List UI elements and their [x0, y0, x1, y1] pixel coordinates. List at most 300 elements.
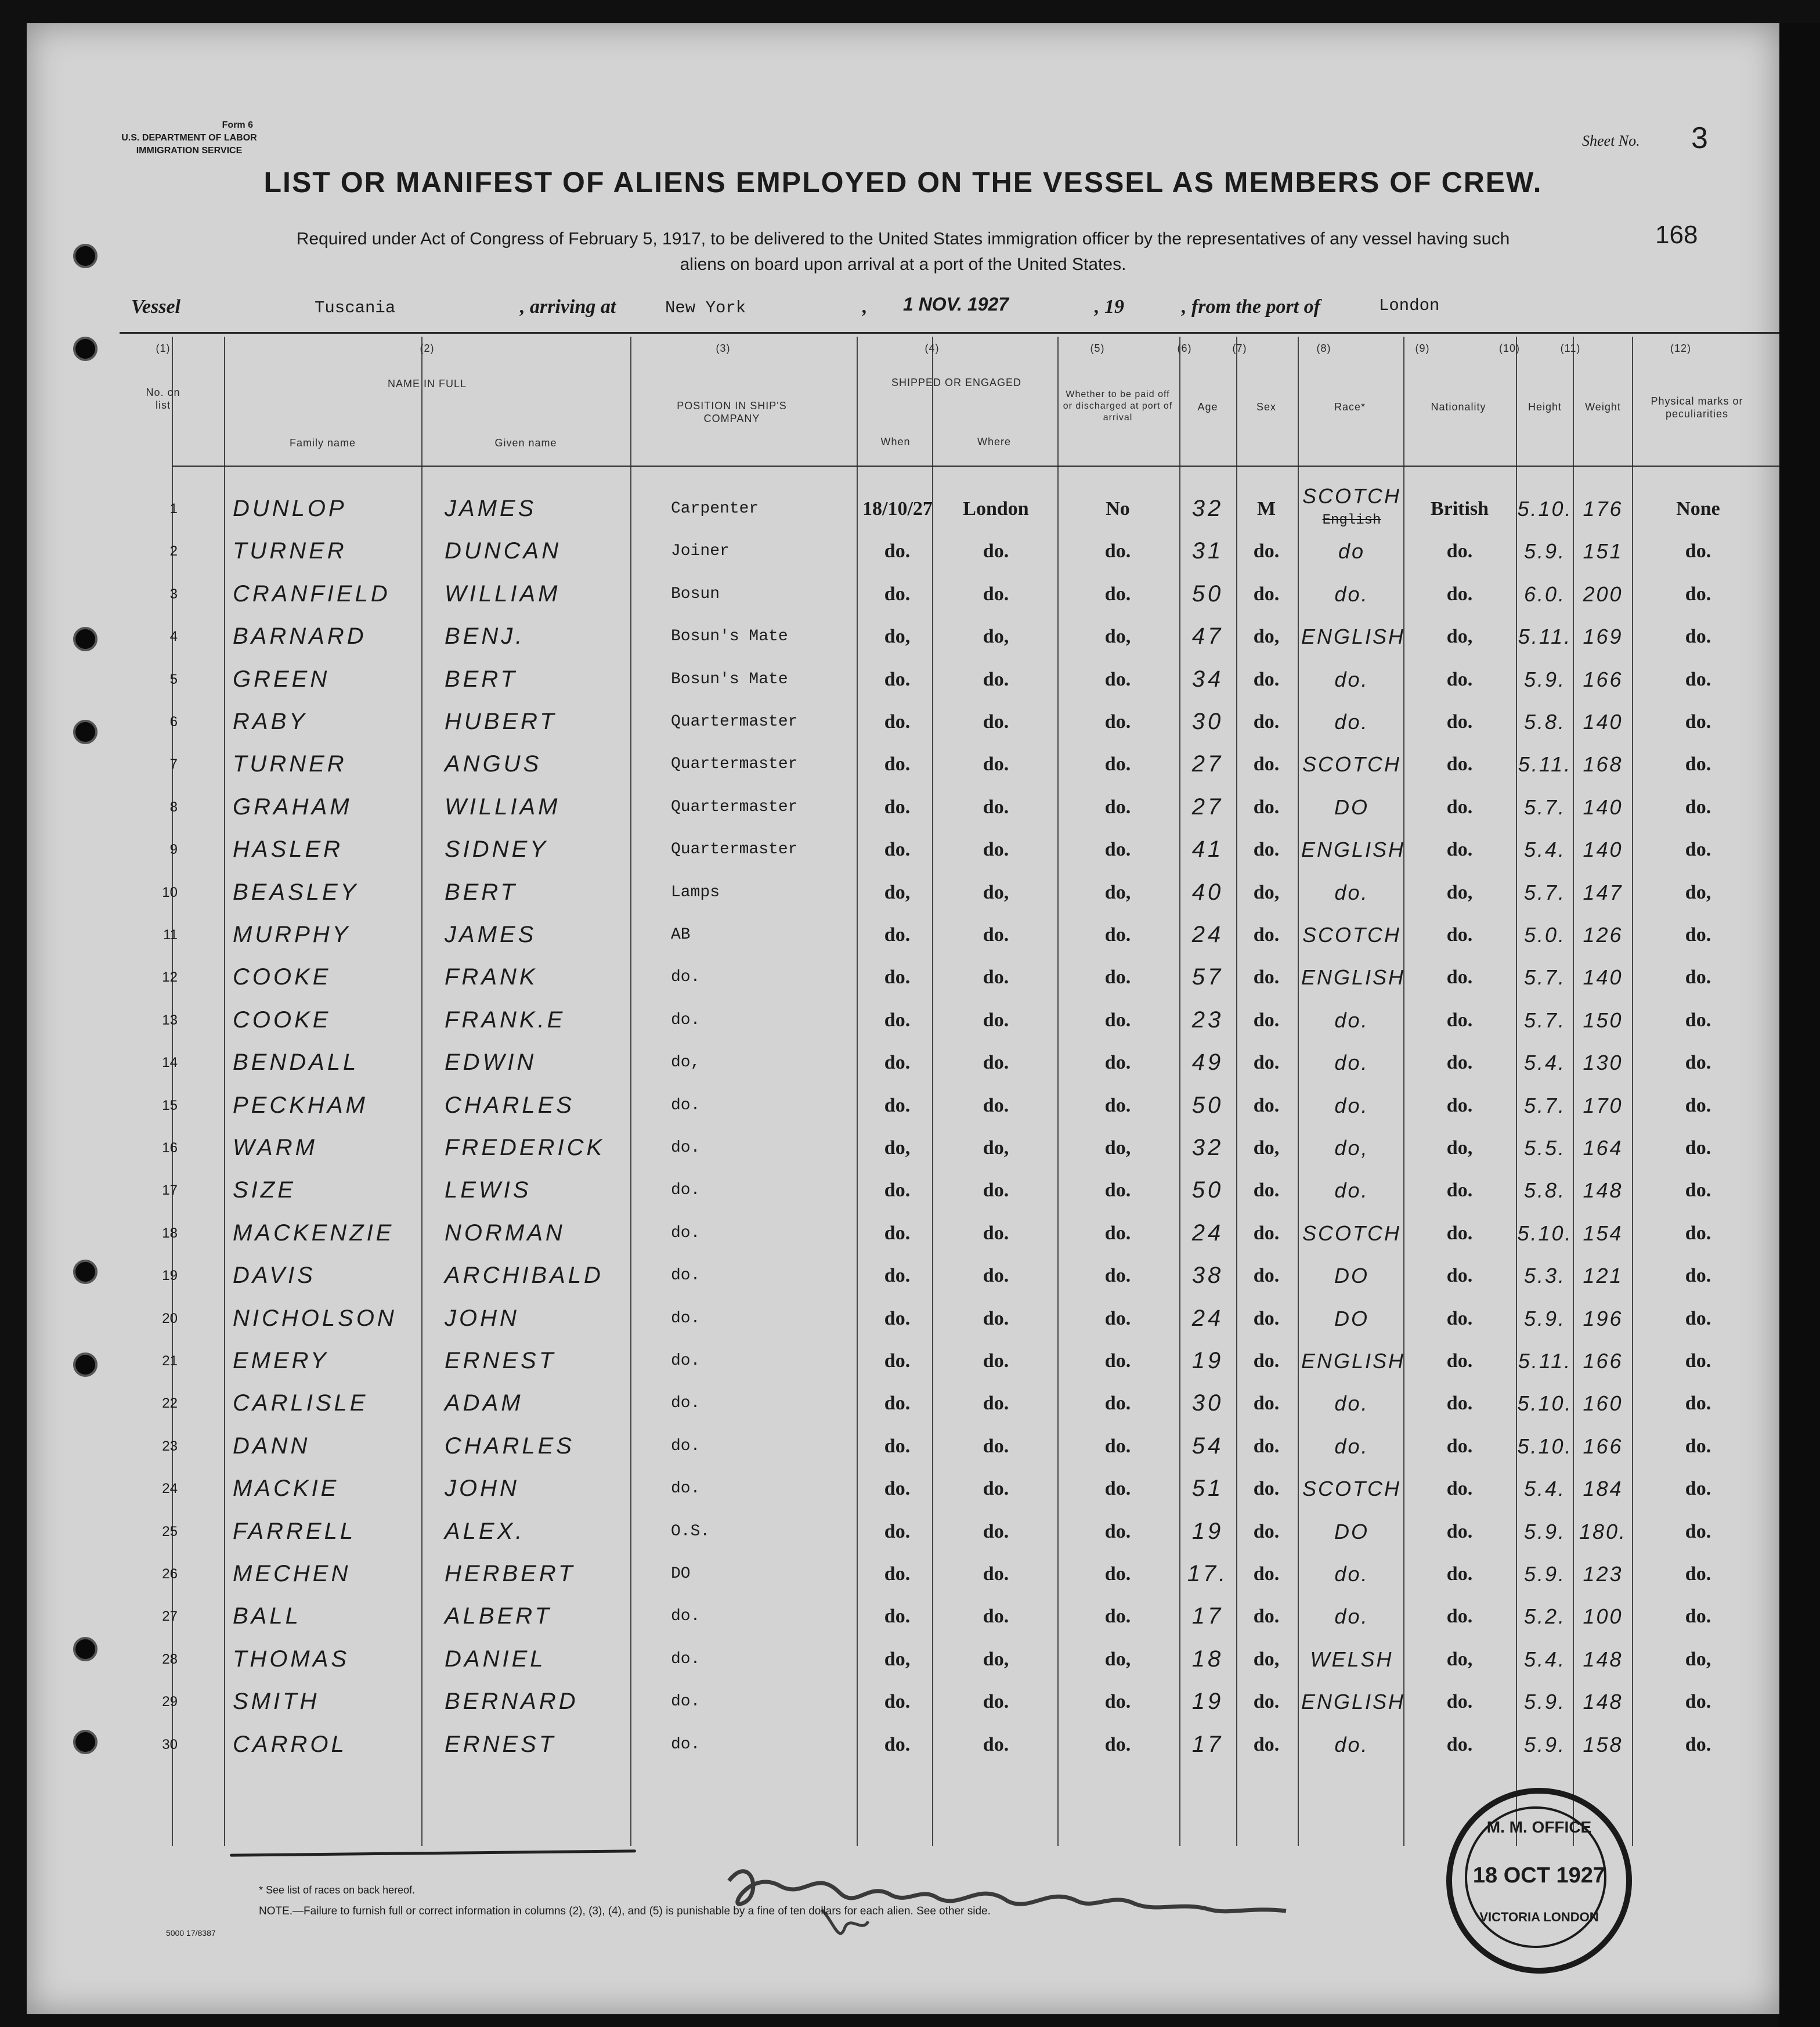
cell-weight: 100 [1583, 1604, 1623, 1629]
cell-marks: do. [1685, 1606, 1711, 1628]
race-footnote: * See list of races on back hereof. [259, 1884, 416, 1896]
cell-nationality: do, [1446, 1648, 1473, 1670]
cell-race: do. [1334, 710, 1369, 734]
cell-where: do, [983, 1137, 1009, 1159]
cell-marks: do. [1685, 796, 1711, 818]
cell-family: RABY [233, 709, 308, 734]
cell-marks: do. [1685, 1052, 1711, 1074]
cell-position: Lamps [671, 883, 720, 901]
cell-paid: do, [1104, 1137, 1131, 1159]
year-label: , 19 [1095, 296, 1124, 318]
cell-marks: do. [1685, 540, 1711, 562]
cell-no: 3 [169, 586, 178, 602]
cell-when: do, [884, 1137, 911, 1159]
cell-weight: 150 [1583, 1008, 1623, 1032]
cell-race: do. [1334, 1604, 1369, 1629]
cell-race: DO [1334, 1264, 1369, 1288]
cell-nationality: do. [1446, 1222, 1473, 1244]
cell-age: 34 [1191, 666, 1224, 692]
hdr-no-on-list: No. on list [146, 387, 180, 411]
cell-paid: do. [1104, 1478, 1131, 1500]
cell-race: do. [1334, 582, 1369, 606]
cell-paid: do, [1104, 626, 1131, 648]
cell-race: do. [1334, 1051, 1369, 1075]
cell-height: 6.0. [1523, 582, 1566, 606]
cell-marks: do. [1685, 1520, 1711, 1542]
cell-position: do. [671, 1267, 700, 1285]
colnum-6: (6) [1177, 342, 1192, 354]
cell-age: 17 [1191, 1603, 1224, 1629]
cell-height: 5.7. [1523, 1008, 1566, 1032]
vessel-label: Vessel [131, 296, 180, 318]
cell-given: JAMES [445, 922, 537, 947]
cell-where: do. [983, 796, 1009, 818]
cell-weight: 168 [1583, 752, 1623, 777]
cell-given: ERNEST [445, 1348, 557, 1373]
cell-sex: do. [1253, 1606, 1280, 1628]
hdr-when: When [880, 436, 911, 448]
cell-given: WILLIAM [445, 580, 561, 607]
cell-race: DO [1334, 795, 1369, 819]
cell-no: 8 [169, 799, 178, 815]
cell-age: 50 [1191, 1177, 1224, 1203]
cell-family: TURNER [233, 751, 347, 777]
cell-height: 5.9. [1523, 1690, 1566, 1714]
cell-race: do. [1334, 1732, 1369, 1757]
punch-hole [73, 244, 98, 268]
cell-when: do. [884, 1094, 911, 1116]
cell-family: EMERY [233, 1348, 329, 1373]
cell-given: BERT [445, 879, 518, 905]
divider [120, 332, 1779, 334]
cell-race: SCOTCH [1302, 1221, 1401, 1245]
cell-position: do. [671, 1352, 700, 1370]
hdr-physical: Physical marks or peculiarities [1651, 395, 1743, 420]
cell-given: WILLIAM [445, 794, 561, 820]
cell-where: do. [983, 966, 1009, 989]
arriving-label: , arriving at [520, 296, 616, 318]
cell-position: do. [671, 1650, 700, 1668]
cell-no: 20 [162, 1310, 178, 1326]
table-row [27, 1595, 1779, 1638]
cell-where: do. [983, 1307, 1009, 1329]
cell-weight: 200 [1583, 582, 1623, 606]
cell-no: 24 [162, 1481, 178, 1497]
cell-where: do. [983, 1393, 1009, 1415]
department: U.S. DEPARTMENT OF LABOR [121, 133, 257, 143]
cell-marks: do. [1685, 583, 1711, 605]
cell-where: do. [983, 1435, 1009, 1457]
cell-family: CARROL [233, 1731, 347, 1757]
cell-height: 5.4. [1523, 838, 1566, 862]
cell-no: 1 [169, 501, 178, 517]
cell-weight: 166 [1583, 1349, 1623, 1373]
cell-sex: do. [1253, 711, 1280, 733]
cell-race: ENGLISH [1301, 1690, 1406, 1714]
cell-nationality: do. [1446, 1478, 1473, 1500]
cell-age: 32 [1191, 1135, 1224, 1160]
cell-where: do. [983, 1009, 1009, 1031]
cell-race: do. [1334, 1562, 1369, 1586]
cell-position: do. [671, 1139, 700, 1157]
cell-position: do. [671, 1394, 700, 1413]
cell-paid: do. [1104, 540, 1131, 562]
table-row [27, 1169, 1779, 1211]
hdr-name-in-full: NAME IN FULL [387, 378, 467, 389]
cell-marks: do. [1685, 1350, 1711, 1372]
cell-given: SIDNEY [445, 836, 548, 863]
cell-height: 5.7. [1523, 880, 1566, 904]
cell-height: 5.7. [1523, 965, 1566, 990]
colnum-2: (2) [420, 342, 435, 354]
table-row [27, 828, 1779, 871]
cell-nationality: do. [1446, 924, 1473, 946]
cell-nationality: do. [1446, 1606, 1473, 1628]
cell-sex: do, [1253, 1648, 1280, 1670]
vessel-name: Tuscania [315, 298, 396, 318]
cell-position: Quartermaster [671, 755, 798, 774]
cell-no: 27 [162, 1608, 178, 1625]
cell-weight: 140 [1583, 965, 1623, 990]
cell-paid: do. [1104, 1052, 1131, 1074]
table-row [27, 1254, 1779, 1297]
cell-paid: do. [1104, 668, 1131, 690]
cell-age: 27 [1191, 751, 1224, 777]
cell-marks: do. [1685, 1222, 1711, 1244]
cell-where: do. [983, 1222, 1009, 1244]
cell-family: BALL [233, 1603, 301, 1629]
table-row [27, 999, 1779, 1041]
table-row [27, 658, 1779, 701]
cell-position: Carpenter [671, 500, 759, 518]
cell-weight: 170 [1583, 1093, 1623, 1117]
cell-weight: 126 [1583, 923, 1623, 947]
cell-nationality: do. [1446, 966, 1473, 989]
cell-age: 57 [1191, 964, 1224, 990]
cell-no: 16 [162, 1140, 178, 1156]
cell-marks: do. [1685, 1307, 1711, 1329]
cell-nationality: do. [1446, 1520, 1473, 1542]
cell-given: CHARLES [445, 1433, 575, 1459]
cell-age: 38 [1191, 1263, 1224, 1289]
cell-given: BERT [445, 666, 518, 692]
cell-race: DO [1334, 1519, 1369, 1543]
cell-given: CHARLES [445, 1092, 575, 1118]
cell-sex: do. [1253, 1350, 1280, 1372]
cell-when: do. [884, 1052, 911, 1074]
cell-where: do. [983, 1052, 1009, 1074]
table-row [27, 1553, 1779, 1595]
hdr-height: Height [1528, 401, 1562, 413]
cell-sex: do. [1253, 1180, 1280, 1202]
cell-given: ADAM [445, 1390, 523, 1416]
cell-no: 11 [163, 927, 178, 943]
cell-paid: do. [1104, 966, 1131, 989]
cell-height: 5.9. [1523, 1306, 1566, 1330]
cell-sex: do. [1253, 966, 1280, 989]
cell-height: 5.0. [1523, 923, 1566, 947]
cell-position: do. [671, 1224, 700, 1242]
cell-weight: 154 [1583, 1221, 1623, 1245]
cell-height: 5.9. [1523, 1519, 1566, 1543]
cell-when: do. [884, 1563, 911, 1585]
cell-where: London [963, 498, 1029, 520]
cell-nationality: do. [1446, 839, 1473, 861]
cell-no: 22 [162, 1395, 178, 1412]
penalty-note: NOTE.—Failure to furnish full or correct information in columns (2), (3), (4), and (5) is punishable by a fine of ten dollars for each alien. See other side. [259, 1905, 991, 1917]
cell-given: DANIEL [445, 1646, 546, 1672]
cell-given: JOHN [445, 1476, 519, 1502]
cell-marks: do. [1685, 1691, 1711, 1713]
cell-when: do. [884, 1009, 911, 1031]
table-row [27, 1382, 1779, 1424]
cell-height: 5.9. [1523, 1562, 1566, 1586]
table-row [27, 1723, 1779, 1766]
cell-given: HUBERT [445, 709, 557, 734]
cell-age: 19 [1191, 1348, 1224, 1373]
hdr-sex: Sex [1256, 401, 1277, 413]
cell-sex: do. [1253, 1393, 1280, 1415]
cell-family: MACKIE [233, 1476, 340, 1502]
cell-sex: do. [1253, 1733, 1280, 1755]
colnum-1: (1) [156, 342, 171, 354]
cell-height: 5.3. [1523, 1264, 1566, 1288]
cell-sex: do. [1253, 753, 1280, 776]
cell-paid: do. [1104, 1180, 1131, 1202]
table-row [27, 484, 1779, 530]
cell-nationality: do. [1446, 583, 1473, 605]
cell-weight: 166 [1583, 667, 1623, 691]
cell-where: do. [983, 711, 1009, 733]
cell-when: do. [884, 711, 911, 733]
cell-where: do. [983, 839, 1009, 861]
cell-paid: do. [1104, 1520, 1131, 1542]
cell-no: 23 [162, 1438, 178, 1454]
cell-no: 25 [162, 1523, 178, 1539]
cell-age: 27 [1191, 794, 1224, 820]
cell-marks: do. [1685, 1393, 1711, 1415]
cell-weight: 148 [1583, 1690, 1623, 1714]
cell-marks: do. [1685, 1733, 1711, 1755]
hdr-where: Where [977, 436, 1011, 448]
cell-given: JAMES [445, 496, 537, 521]
cell-paid: do. [1104, 1307, 1131, 1329]
cell-family: COOKE [233, 964, 331, 990]
cell-given: FRANK.E [445, 1007, 566, 1033]
cell-family: CARLISLE [233, 1390, 369, 1416]
cell-family: PECKHAM [233, 1092, 368, 1118]
cell-marks: do. [1685, 1094, 1711, 1116]
cell-age: 41 [1191, 836, 1224, 863]
sheet-number: 3 [1691, 121, 1708, 155]
cell-when: do. [884, 1222, 911, 1244]
cell-no: 12 [162, 969, 178, 986]
table-row [27, 786, 1779, 828]
cell-age: 19 [1191, 1689, 1224, 1715]
cell-given: DUNCAN [445, 538, 562, 564]
cell-height: 5.7. [1523, 795, 1566, 819]
table-row [27, 1297, 1779, 1340]
cell-position: Quartermaster [671, 798, 798, 816]
cell-when: do. [884, 583, 911, 605]
cell-race: SCOTCH [1302, 752, 1401, 777]
cell-given: NORMAN [445, 1220, 565, 1246]
cell-age: 31 [1191, 538, 1224, 564]
colnum-5: (5) [1090, 342, 1105, 354]
cell-marks: do. [1685, 1180, 1711, 1202]
cell-family: BARNARD [233, 623, 367, 650]
colnum-3: (3) [716, 342, 731, 354]
cell-age: 30 [1191, 1390, 1224, 1416]
cell-race: do. [1334, 1434, 1369, 1458]
table-row [27, 1127, 1779, 1169]
cell-position: do. [671, 1181, 700, 1200]
cell-marks: do. [1685, 626, 1711, 648]
cell-marks: do, [1685, 881, 1711, 903]
hdr-position: POSITION IN SHIP'S COMPANY [677, 400, 787, 424]
colnum-9: (9) [1415, 342, 1430, 354]
cell-weight: 158 [1583, 1732, 1623, 1757]
cell-position: do. [671, 1735, 700, 1754]
cell-position: do. [671, 1011, 700, 1029]
cell-family: THOMAS [233, 1646, 350, 1672]
cell-height: 5.9. [1523, 1732, 1566, 1757]
cell-when: do. [884, 540, 911, 562]
cell-nationality: do. [1446, 1307, 1473, 1329]
cell-age: 50 [1191, 580, 1224, 607]
cell-marks: do. [1685, 1265, 1711, 1287]
hdr-family-name: Family name [289, 437, 356, 449]
cell-nationality: do. [1446, 1265, 1473, 1287]
print-code: 5000 17/8387 [166, 1928, 216, 1938]
cell-marks: do. [1685, 1563, 1711, 1585]
cell-sex: M [1256, 498, 1276, 520]
table-row [27, 1680, 1779, 1723]
cell-weight: 140 [1583, 838, 1623, 862]
cell-height: 5.9. [1523, 539, 1566, 564]
cell-family: SIZE [233, 1177, 296, 1203]
cell-paid: do. [1104, 1733, 1131, 1755]
cell-sex: do. [1253, 1307, 1280, 1329]
cell-no: 14 [162, 1055, 178, 1071]
cell-race: SCOTCH [1302, 484, 1401, 508]
cell-sex: do. [1253, 540, 1280, 562]
cell-race: SCOTCH [1302, 1477, 1401, 1501]
cell-age: 32 [1191, 496, 1224, 521]
cell-position: DO [671, 1565, 691, 1583]
cell-when: do. [884, 1180, 911, 1202]
cell-when: do. [884, 839, 911, 861]
cell-paid: do. [1104, 1393, 1131, 1415]
page-edge [1779, 23, 1820, 2027]
cell-weight: 140 [1583, 795, 1623, 819]
manifest-sheet [27, 23, 1779, 2014]
cell-sex: do. [1253, 1563, 1280, 1585]
cell-age: 47 [1191, 623, 1224, 650]
subtitle-line-1: Required under Act of Congress of February 5, 1917, to be delivered to the United States immigration officer by the representatives of any vessel having such [296, 229, 1510, 248]
cell-when: do. [884, 1691, 911, 1713]
cell-family: MECHEN [233, 1561, 351, 1586]
cell-height: 5.11. [1518, 625, 1572, 649]
cell-where: do. [983, 1733, 1009, 1755]
cell-sex: do. [1253, 1265, 1280, 1287]
subtitle-line-2: aliens on board upon arrival at a port of the United States. [680, 255, 1126, 274]
cell-given: ANGUS [445, 751, 542, 777]
cell-weight: 123 [1583, 1562, 1623, 1586]
table-row [27, 530, 1779, 572]
cell-where: do. [983, 1520, 1009, 1542]
cell-sex: do. [1253, 1691, 1280, 1713]
cell-where: do. [983, 540, 1009, 562]
cell-race: ENGLISH [1301, 838, 1406, 862]
cell-position: Joiner [671, 542, 730, 561]
cell-paid: do. [1104, 796, 1131, 818]
cell-weight: 151 [1583, 539, 1623, 564]
cell-race: do [1338, 539, 1366, 564]
stamp-date: 18 OCT 1927 [1472, 1863, 1606, 1888]
cell-sex: do. [1253, 668, 1280, 690]
stamped-number: 168 [1655, 221, 1698, 249]
cell-age: 17 [1191, 1731, 1224, 1757]
cell-position: do. [671, 1607, 700, 1626]
cell-family: MURPHY [233, 922, 351, 947]
cell-marks: do. [1685, 668, 1711, 690]
cell-height: 5.11. [1518, 1349, 1572, 1373]
cell-age: 51 [1191, 1476, 1224, 1502]
cell-family: CRANFIELD [233, 580, 391, 607]
cell-when: do, [884, 881, 911, 903]
officer-signature [717, 1846, 1298, 1953]
cell-weight: 147 [1583, 880, 1623, 904]
cell-race: do. [1334, 1178, 1369, 1203]
cell-given: ARCHIBALD [445, 1263, 604, 1289]
cell-family: DANN [233, 1433, 310, 1459]
cell-race: do. [1334, 880, 1369, 904]
cell-sex: do, [1253, 626, 1280, 648]
cell-race: do. [1334, 1093, 1369, 1117]
cell-race: do. [1334, 1391, 1369, 1416]
cell-position: AB [671, 926, 691, 944]
cell-given: BENJ. [445, 623, 525, 650]
cell-given: JOHN [445, 1305, 519, 1331]
cell-position: do. [671, 1480, 700, 1498]
cell-age: 24 [1191, 1220, 1224, 1246]
colnum-12: (12) [1670, 342, 1691, 354]
cell-where: do. [983, 668, 1009, 690]
cell-age: 24 [1191, 1305, 1224, 1331]
cell-sex: do. [1253, 1478, 1280, 1500]
table-row [27, 1467, 1779, 1510]
cell-age: 40 [1191, 879, 1224, 905]
cell-paid: do. [1104, 1435, 1131, 1457]
cell-when: do. [884, 1393, 911, 1415]
cell-age: 50 [1191, 1092, 1224, 1118]
cell-age: 18 [1191, 1646, 1224, 1672]
cell-when: do. [884, 1733, 911, 1755]
cell-marks: do. [1685, 839, 1711, 861]
cell-paid: do. [1104, 1009, 1131, 1031]
cell-nationality: do. [1446, 1435, 1473, 1457]
cell-race: do. [1334, 1008, 1369, 1032]
table-row [27, 1212, 1779, 1254]
punch-hole [73, 337, 98, 361]
cell-age: 54 [1191, 1433, 1224, 1459]
cell-weight: 169 [1583, 625, 1623, 649]
cell-family: WARM [233, 1135, 317, 1160]
cell-when: do, [884, 1648, 911, 1670]
cell-no: 28 [162, 1651, 178, 1667]
cell-family: BEASLEY [233, 879, 359, 905]
